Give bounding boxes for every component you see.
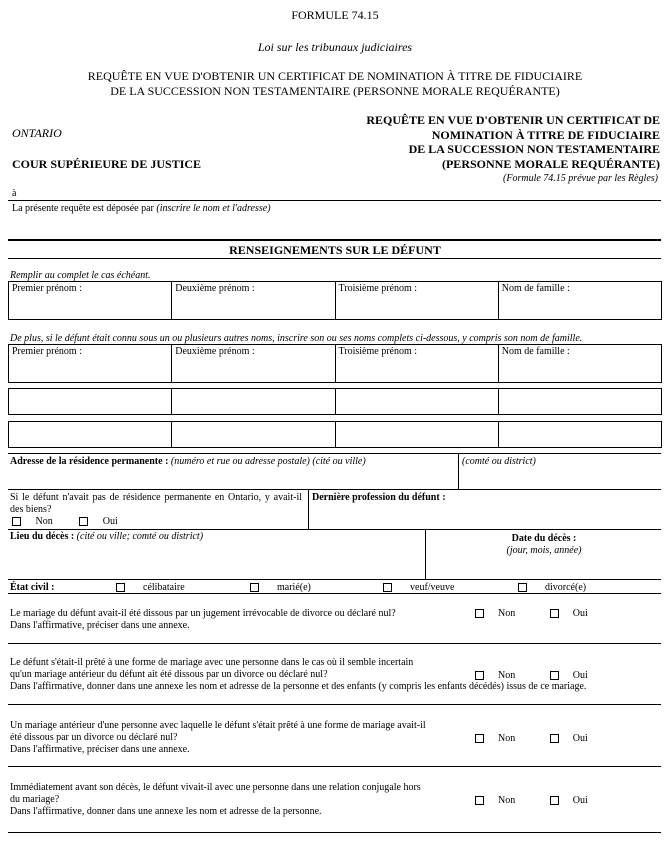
question-line: Immédiatement avant son décès, le défunt vivait-il avec une personne dans une relation conjugale hors [10,782,421,793]
oui-label: Oui [572,670,588,681]
checkbox-oui[interactable] [79,517,88,526]
right-title-line: DE LA SUCCESSION NON TESTAMENTAIRE [408,142,660,156]
alt3-second-name-field[interactable] [172,422,335,448]
civil-option-2[interactable] [250,582,311,593]
divider [8,489,661,490]
option-label: veuf/veuve [410,582,455,593]
alt3-third-name-field[interactable] [335,422,498,448]
alt3-first-name-field[interactable] [9,422,172,448]
question-line: Le défunt s'était-il prêté à une forme de mariage avec une personne dans le cas où il semble incertain [10,657,414,668]
deposit-text: La présente requête est déposée par [12,203,154,214]
checkbox-non[interactable] [12,517,21,526]
other-names-table [8,344,662,383]
checkbox-oui[interactable] [550,734,559,743]
civil-option-4[interactable] [518,582,586,593]
residence-label-text: Adresse de la résidence permanente : [10,456,169,467]
option-label: célibataire [143,582,185,593]
oui-label: Oui [572,733,588,744]
form-title-line2: DE LA SUCCESSION NON TESTAMENTAIRE (PERSONNE MORALE REQUÉRANTE) [110,84,560,98]
deposit-line [12,203,271,214]
checkbox[interactable] [250,583,259,592]
checkbox-non[interactable] [475,734,484,743]
profession-divider [308,489,309,529]
statute-name: Loi sur les tribunaux judiciaires [257,40,413,54]
q1-answers [475,608,588,619]
question-line: Dans l'affirmative, donner dans une annexe les nom et adresse de la personne et des enfants (y compris les enfants décédés) issus de ce mariage. [10,681,587,692]
checkbox-oui[interactable] [550,671,559,680]
section-title: RENSEIGNEMENTS SUR LE DÉFUNT [229,243,441,257]
checkbox-non[interactable] [475,609,484,618]
civil-option-1[interactable] [116,582,185,593]
question-4 [10,782,460,818]
last-name-field[interactable]: Nom de famille : [498,282,661,320]
section-rule [8,239,661,241]
alt2-second-name-field[interactable] [172,389,335,415]
second-name-field[interactable]: Deuxième prénom : [172,282,335,320]
profession-label[interactable]: Dernière profession du défunt : [312,492,446,503]
non-label: Non [498,733,516,744]
question-line: Dans l'affirmative, donner dans une annexe les nom et adresse de la personne. [10,806,322,817]
oui-label: Oui [572,795,588,806]
non-label: Non [498,795,516,806]
question-line: Dans l'affirmative, préciser dans une annexe. [10,620,190,631]
death-date-label[interactable]: Date du décès : [511,533,577,544]
ontario-options [12,516,118,527]
alt-third-name-field[interactable]: Troisième prénom : [335,345,498,383]
alt-second-name-field[interactable]: Deuxième prénom : [172,345,335,383]
residence-label [10,456,366,467]
death-place-hint: (cité ou ville; comté ou district) [76,531,204,542]
a-label: à [12,188,17,199]
divider [8,643,661,644]
residence-hint: (numéro et rue ou adresse postale) (cité ou ville) [170,456,366,467]
q3-answers [475,733,588,744]
oui-label: Oui [572,608,588,619]
deposit-hint: (inscrire le nom et l'adresse) [156,203,271,214]
divider [8,704,661,705]
checkbox[interactable] [383,583,392,592]
divider [8,832,661,833]
right-title-line: (PERSONNE MORALE REQUÉRANTE) [441,156,660,171]
option-label: divorcé(e) [545,582,587,593]
q4-answers [475,795,588,806]
question-line: Dans l'affirmative, préciser dans une annexe. [10,744,190,755]
question-line: qu'un mariage antérieur du défunt ait été dissous par un divorce ou déclaré nul? [10,669,328,680]
option-label: marié(e) [277,582,311,593]
ontario-question: Si le défunt n'avait pas de résidence permanente en Ontario, y avait-il des biens? [10,492,302,515]
court-name: COUR SUPÉRIEURE DE JUSTICE [12,157,202,171]
first-name-field[interactable]: Premier prénom : [9,282,172,320]
question-line: du mariage? [10,794,60,805]
death-place-text: Lieu du décès : [10,531,75,542]
checkbox[interactable] [116,583,125,592]
alt3-last-name-field[interactable] [498,422,661,448]
non-label: Non [498,670,516,681]
section-rule-bottom [8,258,661,259]
divider [8,766,661,767]
divider [8,529,661,530]
instruction-2: De plus, si le défunt était connu sous un ou plusieurs autres noms, inscrire son ou ses noms complets ci-dessous, y compris son nom de famille. [10,333,583,344]
question-1 [10,608,460,632]
checkbox-non[interactable] [475,796,484,805]
death-place-label [10,531,203,542]
right-title-line: NOMINATION À TITRE DE FIDUCIAIRE [431,127,660,142]
checkbox[interactable] [518,583,527,592]
rule-reference: (Formule 74.15 prévue par les Règles) [503,173,658,184]
question-line: été dissous par un divorce ou déclaré nul? [10,732,178,743]
instruction-1: Remplir au complet le cas échéant. [10,270,151,281]
question-line: Un mariage antérieur d'une personne avec laquelle le défunt s'était prêté à une forme de mariage avait-il [10,720,426,731]
form-title-line1: REQUÊTE EN VUE D'OBTENIR UN CERTIFICAT DE NOMINATION À TITRE DE FIDUCIAIRE [87,69,583,83]
third-name-field[interactable]: Troisième prénom : [335,282,498,320]
divider [8,200,661,201]
oui-label: Oui [102,516,118,527]
other-names-row-3 [8,421,662,448]
other-names-row-2 [8,388,662,415]
checkbox-oui[interactable] [550,796,559,805]
county-label[interactable]: (comté ou district) [462,456,536,467]
alt-first-name-field[interactable]: Premier prénom : [9,345,172,383]
non-label: Non [35,516,53,527]
residence-divider [458,453,459,489]
divider [8,579,661,580]
names-table [8,281,662,320]
checkbox-oui[interactable] [550,609,559,618]
civil-option-3[interactable] [383,582,454,593]
alt-last-name-field[interactable]: Nom de famille : [498,345,661,383]
right-title-line: REQUÊTE EN VUE D'OBTENIR UN CERTIFICAT DE [366,113,660,127]
question-line: Le mariage du défunt avait-il été dissous par un jugement irrévocable de divorce ou déclaré nul? [10,608,396,619]
question-3 [10,720,460,756]
civil-status-label: État civil : [10,582,55,593]
alt2-last-name-field[interactable] [498,389,661,415]
alt2-third-name-field[interactable] [335,389,498,415]
checkbox-non[interactable] [475,671,484,680]
alt2-first-name-field[interactable] [9,389,172,415]
death-date-hint: (jour, mois, année) [506,545,582,556]
form-number: FORMULE 74.15 [291,8,379,22]
death-divider [425,529,426,579]
divider [8,453,661,454]
non-label: Non [498,608,516,619]
divider [8,593,661,594]
right-title [366,113,660,171]
province-label: ONTARIO [12,126,62,140]
q2-answers [475,670,588,681]
